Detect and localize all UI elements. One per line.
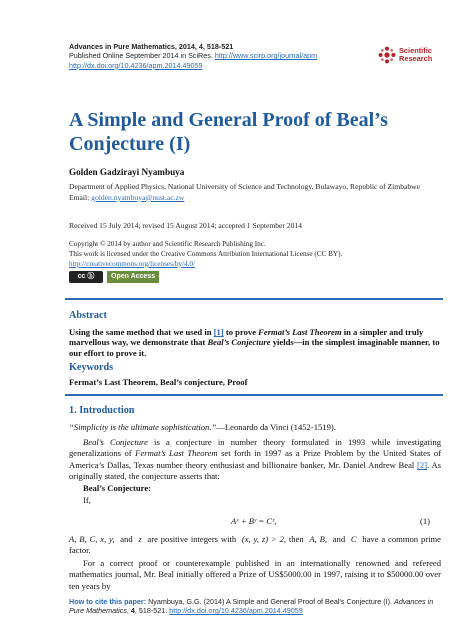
para-part: set forth in 1997 as a Prize Problem by the United States of America’s Dallas, Texas number theory enthusiast and billionaire banker, Mr. Daniel Andrew Beal — [69, 448, 441, 470]
cond-part: , then — [283, 534, 304, 544]
conjecture-label-text: Beal’s Conjecture — [83, 483, 149, 493]
keywords-heading: Keywords — [69, 362, 114, 373]
epigraph — [69, 422, 441, 433]
journal-header — [69, 42, 317, 70]
section-divider — [65, 394, 443, 396]
logo-line-2: Research — [399, 54, 433, 64]
ref-1-link[interactable]: [1] — [213, 327, 224, 337]
abstract-part: Fermat’s Last Theorem — [258, 327, 342, 337]
abstract-part: yields—in the simplest imaginable manner, to our effort to prove it. — [69, 337, 440, 358]
license-block — [69, 240, 429, 269]
scientific-research-logo-icon — [378, 46, 396, 64]
copyright: Copyright © 2014 by author and Scientific Research Publishing Inc. — [69, 240, 266, 248]
citation-label: How to cite this paper: — [69, 597, 147, 606]
ref-2-link[interactable]: [2] — [417, 459, 428, 470]
citation-part: 4 — [130, 606, 135, 616]
citation-part: , — [126, 606, 131, 616]
equation-1: Aˣ + Bʸ = Cᶻ, — [231, 516, 277, 526]
citation-block — [69, 597, 441, 615]
cond-part: (x, y, z) > 2 — [241, 534, 284, 544]
email-label: Email: — [69, 192, 90, 202]
author-name: Golden Gadzirayi Nyambuya — [69, 167, 185, 177]
cond-part: A, B, — [309, 534, 328, 544]
logo-line-1: Scientific — [399, 46, 432, 55]
published-line — [69, 51, 317, 60]
cond-part: A, B, C, x, y, — [69, 534, 115, 544]
keywords-text: Fermat’s Last Theorem, Beal’s conjecture, Proof — [69, 377, 248, 387]
citation-part: Advances in Pure Mathematics — [69, 597, 434, 616]
abstract-part: Beal’s Conjecture — [207, 337, 271, 348]
journal-url-link[interactable]: http://www.scirp.org/journal/apm — [214, 51, 318, 61]
affiliation-block — [69, 182, 429, 203]
cc-by-badge[interactable]: cc ⓑ — [69, 271, 103, 283]
journal-line: Advances in Pure Mathematics, 2014, 4, 518-521 — [69, 42, 234, 51]
para-part: . As originally stated, the conjecture asserts that: — [69, 459, 442, 482]
affiliation: Department of Applied Physics, National University of Science and Technology, Bulawayo, Republic of Zimbabwe — [69, 182, 421, 191]
license-badges — [69, 271, 159, 283]
published-text: Published Online September 2014 in SciRes. — [69, 51, 213, 61]
cond-part: C — [350, 534, 357, 544]
equation-number: (1) — [420, 516, 431, 526]
intro-paragraph-2: For a correct proof or counterexample published in an internationally renowned and refereed mathematics journal, Mr. Beal initially offered a Prize of US$5000.00 in 1997, raising it to $50000.00 over ten years by — [69, 558, 441, 591]
citation-part: , 518-521. — [134, 606, 170, 616]
abstract-heading: Abstract — [69, 310, 107, 321]
intro-paragraph-1 — [69, 437, 441, 483]
license-text: This work is licensed under the Creative Commons Attribution International License (CC BY). — [69, 249, 343, 258]
email-link[interactable]: golden.nyambuya@nust.ac.zw — [91, 192, 185, 202]
conjecture-conditions — [69, 534, 441, 557]
cond-part: are positive integers with — [147, 534, 237, 544]
citation-doi-link[interactable]: http://dx.doi.org/10.4236/apm.2014.49059 — [169, 606, 303, 616]
section-divider — [65, 298, 443, 300]
article-title: A Simple and General Proof of Beal’s Conjecture (I) — [69, 109, 388, 155]
abstract-text — [69, 327, 443, 358]
cond-part: and — [120, 534, 133, 544]
conjecture-label: Beal’s Conjecture: — [83, 483, 152, 493]
open-access-badge: Open Access — [107, 271, 159, 283]
cond-part: have a common prime factor. — [69, 534, 442, 556]
abstract-part: Using the same method that we used in — [69, 327, 214, 337]
quote-attribution: —Leonardo da Vinci (1452-1519). — [216, 422, 336, 432]
cond-part: and — [332, 534, 346, 544]
publisher-logo — [378, 44, 458, 68]
abstract-part: in a simpler and truly marvellous way, we demonstrate that — [69, 327, 424, 348]
if-label: If, — [83, 495, 91, 505]
para-part: Beal’s Conjecture — [83, 437, 148, 447]
para-part: Fermat’s Last Theorem — [135, 448, 218, 459]
cond-part: z — [138, 534, 142, 544]
abstract-part: to prove — [223, 327, 259, 337]
quote-text: “Simplicity is the ultimate sophistication.” — [69, 422, 217, 432]
citation-part: Nyambuya, G.G. (2014) A Simple and General Proof of Beal’s Conjecture (I). — [146, 597, 395, 606]
para-part: is a conjecture in number theory formulated in 1993 while investigating generalizations of — [69, 437, 441, 459]
introduction-heading: 1. Introduction — [69, 405, 135, 416]
article-dates: Received 15 July 2014; revised 15 August 2014; accepted 1 September 2014 — [69, 221, 303, 230]
doi-link[interactable]: http://dx.doi.org/10.4236/apm.2014.49059 — [69, 60, 203, 70]
license-link[interactable]: http://creativecommons.org/licenses/by/4.0/ — [69, 259, 196, 268]
